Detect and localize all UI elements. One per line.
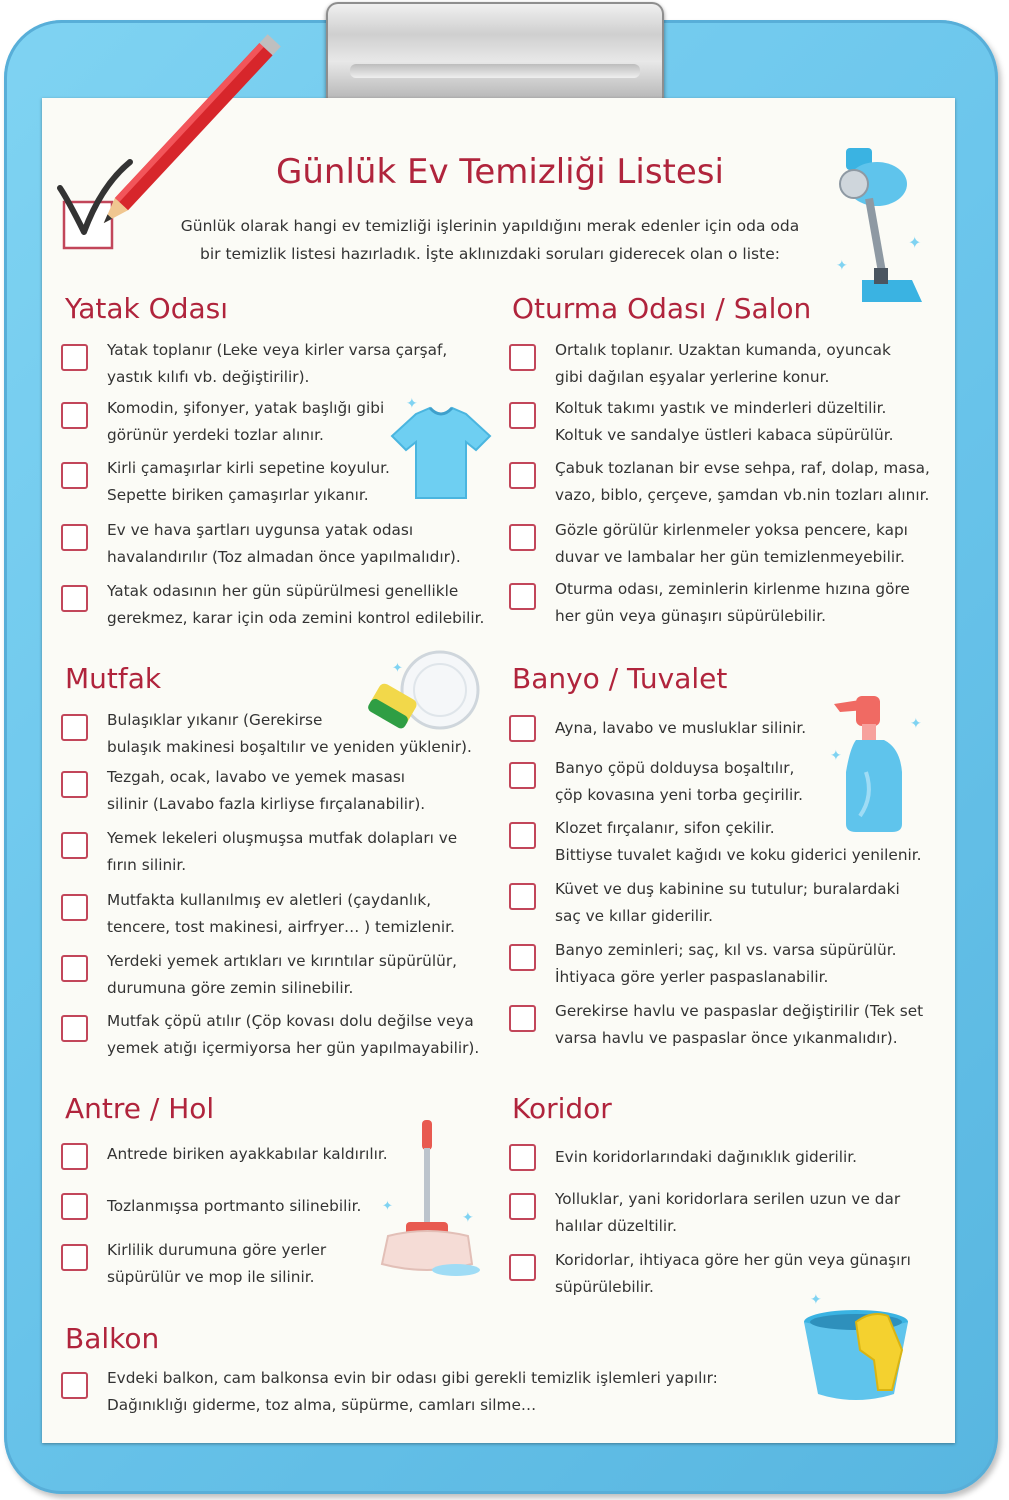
svg-text:✦: ✦ bbox=[406, 396, 418, 412]
checkbox[interactable] bbox=[509, 1144, 536, 1171]
item-line: Ayna, lavabo ve musluklar silinir. bbox=[555, 719, 807, 737]
item-line: Mutfak çöpü atılır (Çöp kovası dolu değilse veya bbox=[107, 1012, 474, 1030]
section-title-balkon: Balkon bbox=[65, 1322, 160, 1355]
item-line: Kirlilik durumuna göre yerler bbox=[107, 1241, 327, 1259]
section-title-mutfak: Mutfak bbox=[65, 662, 162, 695]
item-line: silinir (Lavabo fazla kirliyse fırçalanabilir). bbox=[107, 795, 426, 813]
item-line: Koltuk takımı yastık ve minderleri düzeltilir. bbox=[555, 399, 887, 417]
clipboard-clip bbox=[326, 2, 664, 110]
item-line: Yolluklar, yani koridorlara serilen uzun ve dar bbox=[555, 1190, 901, 1208]
item-line: bulaşık makinesi boşaltılır ve yeniden yüklenir). bbox=[107, 738, 472, 756]
checkmark-icon bbox=[56, 170, 126, 240]
checkbox[interactable] bbox=[509, 762, 536, 789]
item-line: Antrede biriken ayakkabılar kaldırılır. bbox=[107, 1145, 388, 1163]
svg-text:✦: ✦ bbox=[382, 1199, 393, 1214]
section-title-antre: Antre / Hol bbox=[65, 1092, 215, 1125]
item-line: her gün veya günaşırı süpürülebilir. bbox=[555, 607, 826, 625]
checkbox[interactable] bbox=[61, 1143, 88, 1170]
checkbox[interactable] bbox=[509, 524, 536, 551]
checkbox[interactable] bbox=[61, 1193, 88, 1220]
item-line: halılar düzeltilir. bbox=[555, 1217, 677, 1235]
svg-text:✦: ✦ bbox=[462, 1210, 474, 1226]
item-line: saç ve kıllar giderilir. bbox=[555, 907, 713, 925]
item-line: Ortalık toplanır. Uzaktan kumanda, oyuncak bbox=[555, 341, 891, 359]
item-line: Banyo çöpü dolduysa boşaltılır, bbox=[555, 759, 795, 777]
mop-icon bbox=[372, 1118, 482, 1280]
checkbox[interactable] bbox=[61, 714, 88, 741]
checkbox[interactable] bbox=[509, 344, 536, 371]
item-line: Koltuk ve sandalye üstleri kabaca süpürülür. bbox=[555, 426, 894, 444]
item-line: Ev ve hava şartları uygunsa yatak odası bbox=[107, 521, 414, 539]
item-line: Komodin, şifonyer, yatak başlığı gibi bbox=[107, 399, 385, 417]
item-line: Kirli çamaşırlar kirli sepetine koyulur. bbox=[107, 459, 390, 477]
intro-text bbox=[140, 212, 840, 268]
checkbox[interactable] bbox=[61, 344, 88, 371]
item-line: Mutfakta kullanılmış ev aletleri (çaydanlık, bbox=[107, 891, 432, 909]
item-line: varsa havlu ve paspaslar önce yıkanmalıdır). bbox=[555, 1029, 898, 1047]
checkbox[interactable] bbox=[61, 1015, 88, 1042]
item-line: Oturma odası, zeminlerin kirlenme hızına göre bbox=[555, 580, 910, 598]
item-line: gerekmez, karar için oda zemini kontrol edilebilir. bbox=[107, 609, 485, 627]
vacuum-icon bbox=[822, 140, 942, 320]
item-line: Tezgah, ocak, lavabo ve yemek masası bbox=[107, 768, 406, 786]
item-line: duvar ve lambalar her gün temizlenmeyebilir. bbox=[555, 548, 905, 566]
item-line: Bulaşıklar yıkanır (Gerekirse bbox=[107, 711, 323, 729]
bucket-glove-icon bbox=[796, 1290, 926, 1410]
checkbox[interactable] bbox=[509, 583, 536, 610]
checkbox[interactable] bbox=[509, 822, 536, 849]
item-line: görünür yerdeki tozlar alınır. bbox=[107, 426, 324, 444]
item-line: Gerekirse havlu ve paspaslar değiştirilir (Tek set bbox=[555, 1002, 924, 1020]
item-line: Küvet ve duş kabinine su tutulur; buralardaki bbox=[555, 880, 900, 898]
item-line: Banyo zeminleri; saç, kıl vs. varsa süpürülür. bbox=[555, 941, 897, 959]
item-line: Çabuk tozlanan bir evse sehpa, raf, dolap, masa, bbox=[555, 459, 930, 477]
section-title-oturma-odasi: Oturma Odası / Salon bbox=[512, 292, 812, 325]
item-line: Klozet fırçalanır, sifon çekilir. bbox=[555, 819, 775, 837]
checkbox[interactable] bbox=[509, 715, 536, 742]
item-line: Tozlanmışsa portmanto silinebilir. bbox=[107, 1197, 362, 1215]
spray-bottle-icon bbox=[826, 676, 946, 836]
item-line: Dağınıklığı giderme, toz alma, süpürme, camları silme… bbox=[107, 1396, 537, 1414]
item-line: Evin koridorlarındaki dağınıklık giderilir. bbox=[555, 1148, 857, 1166]
intro-line: Günlük olarak hangi ev temizliği işlerinin yapıldığını merak edenler için oda oda bbox=[180, 217, 800, 235]
checkbox[interactable] bbox=[509, 402, 536, 429]
section-title-koridor: Koridor bbox=[512, 1092, 612, 1125]
section-title-banyo: Banyo / Tuvalet bbox=[512, 662, 728, 695]
checkbox[interactable] bbox=[509, 1005, 536, 1032]
checkbox[interactable] bbox=[509, 1193, 536, 1220]
item-line: çöp kovasına yeni torba geçirilir. bbox=[555, 786, 804, 804]
checkbox[interactable] bbox=[61, 1244, 88, 1271]
item-line: havalandırılır (Toz almadan önce yapılmalıdır). bbox=[107, 548, 461, 566]
svg-text:✦: ✦ bbox=[910, 716, 922, 732]
item-line: Evdeki balkon, cam balkonsa evin bir odası gibi gerekli temizlik işlemleri yapılır: bbox=[107, 1369, 718, 1387]
checkbox[interactable] bbox=[61, 832, 88, 859]
item-line: Yatak toplanır (Leke veya kirler varsa çarşaf, bbox=[107, 341, 448, 359]
page-title: Günlük Ev Temizliği Listesi bbox=[276, 152, 724, 192]
checkbox[interactable] bbox=[61, 1372, 88, 1399]
item-line: Yerdeki yemek artıkları ve kırıntılar süpürülür, bbox=[107, 952, 457, 970]
item-line: Koridorlar, ihtiyaca göre her gün veya günaşırı bbox=[555, 1251, 911, 1269]
checkbox[interactable] bbox=[61, 894, 88, 921]
item-line: yastık kılıfı vb. değiştirilir). bbox=[107, 368, 310, 386]
svg-text:✦: ✦ bbox=[392, 661, 403, 676]
checkbox[interactable] bbox=[61, 771, 88, 798]
item-line: Gözle görülür kirlenmeler yoksa pencere, kapı bbox=[555, 521, 908, 539]
item-line: vazo, biblo, çerçeve, şamdan vb.nin tozları alınır. bbox=[555, 486, 930, 504]
checkbox[interactable] bbox=[61, 524, 88, 551]
checkbox[interactable] bbox=[509, 883, 536, 910]
svg-text:✦: ✦ bbox=[830, 748, 842, 764]
item-line: fırın silinir. bbox=[107, 856, 187, 874]
section-title-yatak-odasi: Yatak Odası bbox=[65, 292, 228, 325]
svg-text:✦: ✦ bbox=[810, 1292, 822, 1308]
item-line: gibi dağılan eşyalar yerlerine konur. bbox=[555, 368, 830, 386]
svg-text:✦: ✦ bbox=[908, 233, 922, 252]
item-line: tencere, tost makinesi, airfryer… ) temizlenir. bbox=[107, 918, 455, 936]
checkbox[interactable] bbox=[61, 402, 88, 429]
checkbox[interactable] bbox=[61, 462, 88, 489]
tshirt-icon bbox=[386, 392, 496, 508]
checkbox[interactable] bbox=[509, 1254, 536, 1281]
item-line: Sepette biriken çamaşırlar yıkanır. bbox=[107, 486, 369, 504]
item-line: Yatak odasının her gün süpürülmesi genellikle bbox=[107, 582, 459, 600]
item-line: Yemek lekeleri oluşmuşsa mutfak dolapları ve bbox=[107, 829, 458, 847]
svg-text:✦: ✦ bbox=[836, 258, 848, 274]
checkbox[interactable] bbox=[509, 462, 536, 489]
checkbox[interactable] bbox=[509, 944, 536, 971]
item-line: süpürülebilir. bbox=[555, 1278, 654, 1296]
item-line: yemek atığı içermiyorsa her gün yapılmayabilir). bbox=[107, 1039, 480, 1057]
intro-line: bir temizlik listesi hazırladık. İşte aklınızdaki soruları giderecek olan o liste: bbox=[200, 245, 780, 263]
item-line: İhtiyaca göre yerler paspaslanabilir. bbox=[555, 968, 829, 986]
item-line: süpürülür ve mop ile silinir. bbox=[107, 1268, 315, 1286]
item-line: durumuna göre zemin silinebilir. bbox=[107, 979, 354, 997]
item-line: Bittiyse tuvalet kağıdı ve koku giderici yenilenir. bbox=[555, 846, 922, 864]
checkbox[interactable] bbox=[61, 955, 88, 982]
checkbox[interactable] bbox=[61, 585, 88, 612]
